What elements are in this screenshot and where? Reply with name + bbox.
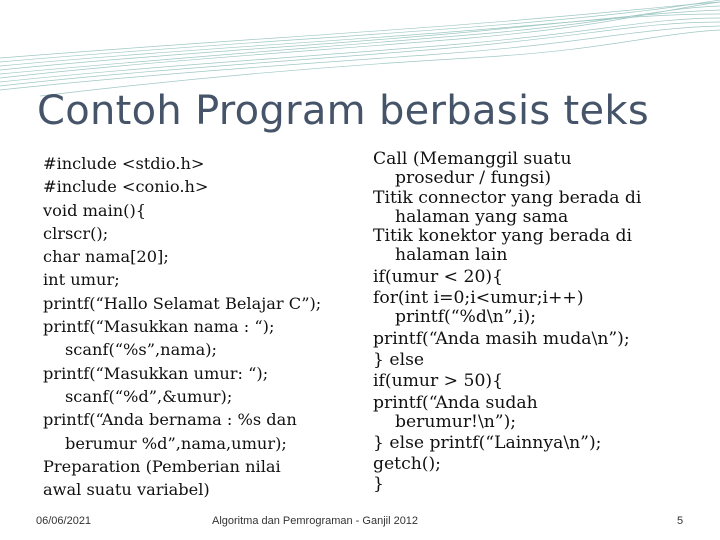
- slide-title: Contoh Program berbasis teks: [37, 88, 650, 134]
- footer-course: Algoritma dan Pemrograman - Ganjil 2012: [212, 515, 419, 527]
- right-line: berumur!\n”);: [395, 411, 517, 432]
- right-line: getch();: [373, 454, 441, 475]
- footer-page-number: 5: [677, 515, 684, 527]
- footer-date: 06/06/2021: [36, 515, 92, 527]
- left-line: berumur %d”,nama,umur);: [65, 433, 287, 453]
- left-line: printf(“Masukkan umur: “);: [43, 363, 269, 383]
- right-line: if(umur < 20){: [373, 266, 504, 287]
- left-line: void main(){: [43, 200, 147, 220]
- right-line: } else: [373, 349, 425, 370]
- right-line: Titik connector yang berada di: [373, 187, 642, 208]
- left-line: int umur;: [43, 270, 120, 290]
- right-code-column: [373, 150, 703, 494]
- left-code-column: [43, 152, 363, 501]
- right-line: halaman lain: [395, 245, 508, 266]
- left-line: #include <conio.h>: [43, 177, 209, 197]
- right-line: Call (Memanggil suatu: [373, 149, 572, 169]
- left-line: scanf(“%d”,&umur);: [65, 386, 233, 406]
- left-line: Preparation (Pemberian nilai: [43, 456, 281, 476]
- left-line: printf(“Masukkan nama : “);: [43, 317, 275, 337]
- left-line: #include <stdio.h>: [43, 154, 205, 173]
- left-line: clrscr();: [43, 223, 109, 243]
- right-line: printf(“Anda sudah: [373, 392, 538, 413]
- right-line: }: [373, 473, 384, 494]
- left-line: printf(“Hallo Selamat Belajar C”);: [43, 293, 322, 313]
- right-line: printf(“%d\n”,i);: [395, 307, 536, 328]
- right-line: Titik konektor yang berada di: [373, 226, 632, 247]
- right-line: } else printf(“Lainnya\n”);: [373, 433, 602, 454]
- left-line: awal suatu variabel): [43, 480, 210, 500]
- decorative-waves: [0, 0, 720, 100]
- right-line: prosedur / fungsi): [395, 168, 552, 189]
- right-line: printf(“Anda masih muda\n”);: [373, 328, 630, 349]
- right-line: halaman yang sama: [395, 206, 569, 227]
- left-line: scanf(“%s”,nama);: [65, 340, 217, 360]
- right-line: if(umur > 50){: [373, 371, 504, 392]
- left-line: char nama[20];: [43, 247, 169, 267]
- right-line: for(int i=0;i<umur;i++): [373, 288, 584, 309]
- left-line: printf(“Anda bernama : %s dan: [43, 410, 297, 430]
